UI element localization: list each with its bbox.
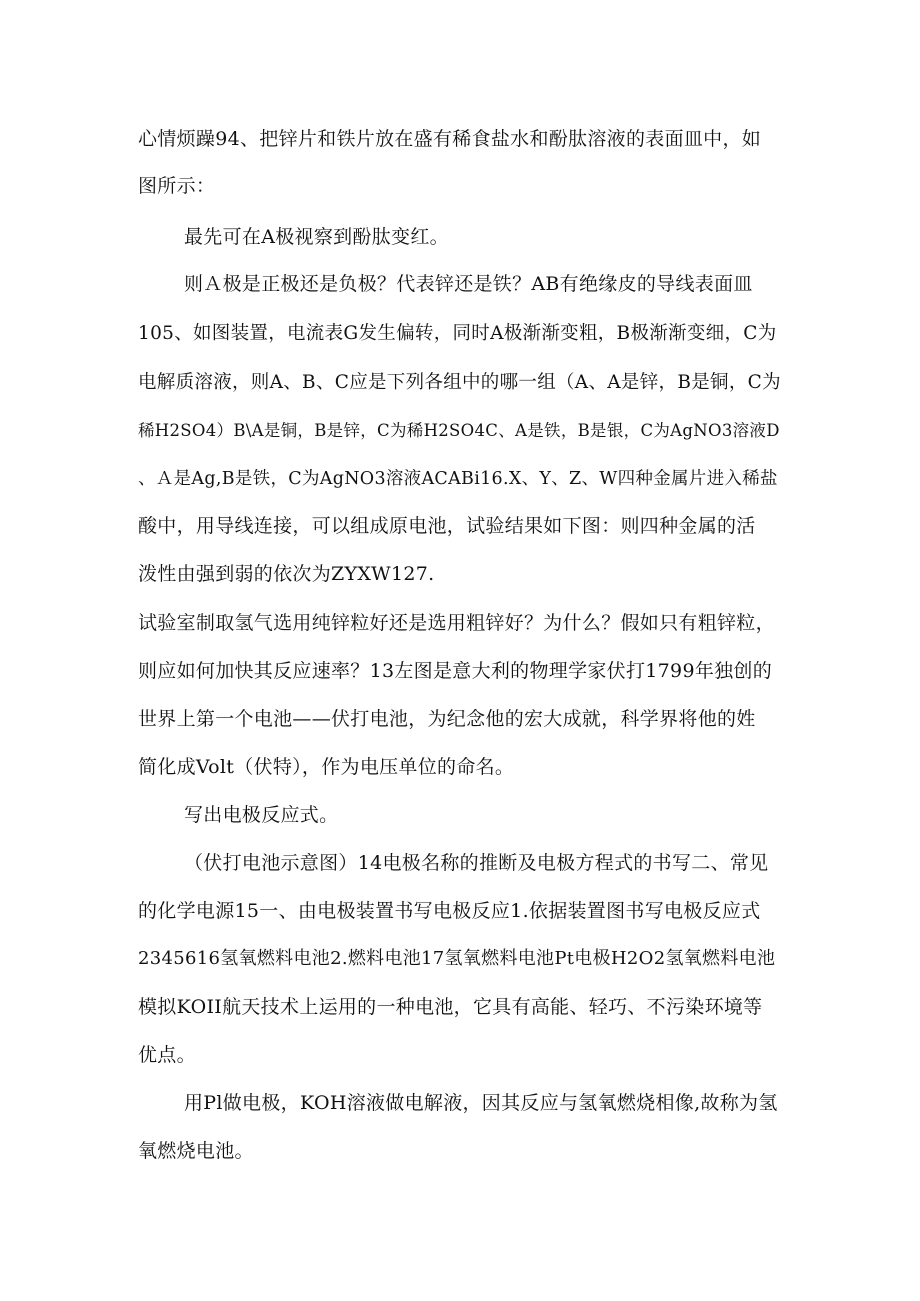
paragraph-line: 最先可在A极视察到酚肽变红。 — [184, 226, 449, 248]
paragraph-line: 的化学电源15一、由电极装置书写电极反应1.依据装置图书写电极反应式 — [138, 900, 761, 922]
paragraph-line: 模拟KOII航天技术上运用的一种电池，它具有高能、轻巧、不污染环境等 — [138, 996, 763, 1018]
paragraph-line: 则Ａ极是正极还是负极？代表锌还是铁？AB有绝缘皮的导线表面皿 — [184, 273, 753, 295]
paragraph-line: 用Pl做电极，KOH溶液做电解液，因其反应与氢氧燃烧相像,故称为氢 — [184, 1092, 778, 1114]
paragraph-line: 稀H2SO4）B\A是铜，B是锌，C为稀H2SO4C、A是铁，B是银，C为AgNO3溶液D — [138, 421, 780, 440]
paragraph-line: 图所示： — [138, 175, 216, 197]
paragraph-line: 优点。 — [138, 1044, 196, 1066]
paragraph-line: 则应如何加快其反应速率？13左图是意大利的物理学家伏打1799年独创的 — [138, 660, 773, 682]
paragraph-line: 世界上第一个电池——伏打电池，为纪念他的宏大成就，科学界将他的姓 — [138, 708, 756, 730]
paragraph-line: 酸中，用导线连接，可以组成原电池，试验结果如下图：则四种金属的活 — [138, 515, 756, 537]
paragraph-line: 、Ａ是Ag,B是铁，C为AgNO3溶液ACABi16.X、Y、Z、W四种金属片进入稀盐 — [138, 469, 778, 489]
paragraph-line: （伏打电池示意图）14电极名称的推断及电极方程式的书写二、常见 — [184, 852, 769, 874]
paragraph-line: 心情烦躁94、把锌片和铁片放在盛有稀食盐水和酚肽溶液的表面皿中，如 — [138, 128, 762, 150]
paragraph-line: 105、如图装置，电流表G发生偏转，同时A极渐渐变粗，B极渐渐变细，C为 — [138, 323, 777, 344]
paragraph-line: 简化成Volt（伏特），作为电压单位的命名。 — [138, 756, 515, 778]
paragraph-line: 电解质溶液，则A、B、C应是下列各组中的哪一组（A、A是锌，B是铜，C为 — [138, 372, 781, 393]
paragraph-line: 2345616氢氧燃料电池2.燃料电池17氢氧燃料电池Pt电极H2O2氢氧燃料电池 — [138, 948, 776, 969]
paragraph-line: 氧燃烧电池。 — [138, 1140, 254, 1162]
paragraph-line: 泼性由强到弱的依次为ZYXW127. — [138, 563, 435, 585]
paragraph-line: 写出电极反应式。 — [184, 804, 339, 826]
paragraph-line: 试验室制取氢气选用纯锌粒好还是选用粗锌好？为什么？假如只有粗锌粒， — [138, 612, 775, 634]
